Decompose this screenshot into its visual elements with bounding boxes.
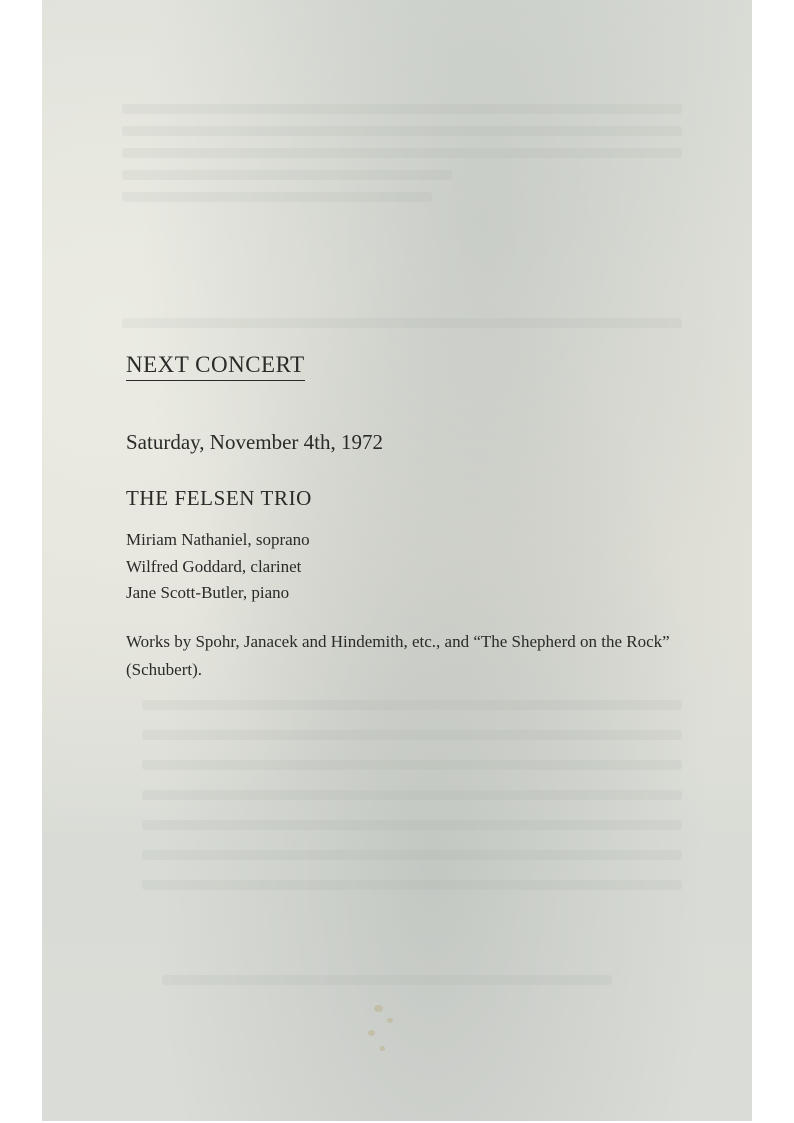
bleed-through-line: [122, 192, 432, 202]
paper-stain: [380, 1046, 385, 1051]
bleed-through-line: [122, 104, 682, 114]
paper-stain: [368, 1030, 375, 1036]
bleed-through-line: [142, 820, 682, 830]
paper-stain: [387, 1018, 393, 1023]
bleed-through-line: [122, 126, 682, 136]
bleed-through-line: [122, 170, 452, 180]
bleed-through-line: [142, 730, 682, 740]
bleed-through-line: [122, 318, 682, 328]
concert-date: Saturday, November 4th, 1972: [126, 430, 384, 454]
bleed-through-line: [142, 700, 682, 710]
paper-stain: [374, 1005, 383, 1012]
performer-piano: Jane Scott-Butler, piano: [126, 583, 290, 602]
programme-page: [42, 0, 752, 1121]
bleed-through-line: [122, 148, 682, 158]
works-description: Works by Spohr, Janacek and Hindemith, etc., and “The Shepherd on the Rock” (Schubert).: [126, 632, 670, 679]
bleed-through-line: [142, 760, 682, 770]
bleed-through-line: [142, 880, 682, 890]
ensemble-name: THE FELSEN TRIO: [126, 486, 312, 510]
performer-soprano: Miriam Nathaniel, soprano: [126, 530, 310, 549]
bleed-through-line: [142, 790, 682, 800]
performer-list: [126, 527, 310, 607]
bleed-through-line: [142, 850, 682, 860]
next-concert-heading: NEXT CONCERT: [126, 352, 305, 381]
bleed-through-line: [162, 975, 612, 985]
performer-clarinet: Wilfred Goddard, clarinet: [126, 556, 302, 576]
